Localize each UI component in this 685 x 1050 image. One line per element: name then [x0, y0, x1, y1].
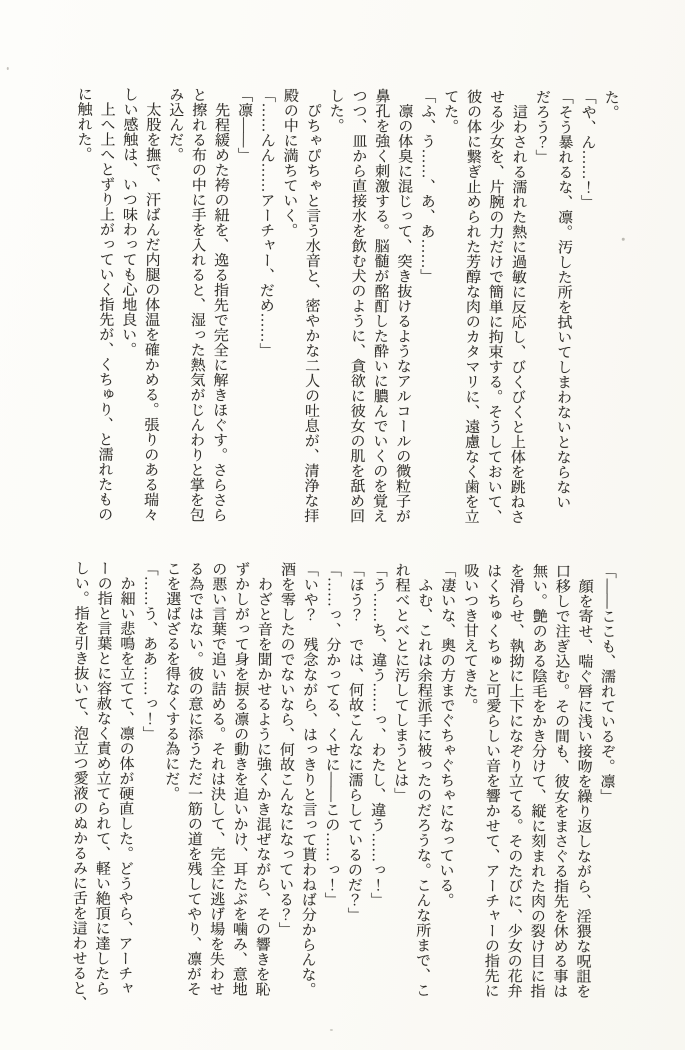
text-column: 「ほう？ では、何故こんなに濡らしているのだ？」 [345, 562, 364, 923]
text-column: 凛の体臭に混じって、突き抜けるようなアルコールの微粒子が [393, 88, 413, 524]
scan-speck [622, 238, 625, 241]
text-column: 這わされる濡れた熱に過敏に反応し、びくびくと上体を跳ねさ [508, 89, 528, 525]
text-column: した。 [327, 87, 344, 133]
text-column: てた。 [442, 88, 459, 134]
text-column: と擦れる布の中に手を入れると、湿った熱気がじんわりと掌を包 [187, 87, 207, 523]
text-column: る為ではない。彼の意に添うただ一筋の道を残してやり、凛がそ [184, 561, 204, 997]
text-column: わざと音を聞かせるように強くかき混ぜながら、その響きを恥 [253, 561, 273, 997]
text-column: 鼻孔を強く刺激する。脳髄が酩酊した酔いに膿んでいくのを覚え [370, 88, 390, 524]
text-column: 顔を寄せ、喘ぐ唇に浅い接吻を繰り返しながら、淫猥な呪詛を [574, 563, 593, 999]
text-column: 太股を撫で、汗ばんだ内腿の体温を確かめる。張りのある瑞々 [141, 86, 161, 522]
text-column: だろう？」 [533, 89, 550, 165]
text-column: 「や、ん……！」 [579, 89, 596, 210]
text-column: を滑らせ、執拗に上下になぞり立てる。そのたびに、少女の花弁 [505, 563, 525, 999]
text-column: 「――ここも、濡れているぞ。凛」 [598, 563, 616, 804]
text-column: 彼の体に繋ぎ止められた芳醇な肉のカタマリに、遠慮なく歯を立 [462, 88, 482, 524]
text-column: 「う……ち、違う……っ、わたし、違う……っ！」 [368, 562, 387, 908]
text-column: つつ、皿から直接水を飲む犬のように、貪欲に彼女の肌を舐め回 [348, 88, 367, 524]
text-column: ぴちゃぴちゃと言う水音と、密やかな二人の吐息が、清浄な拝 [302, 87, 321, 523]
scan-speck [330, 1029, 333, 1031]
text-column: 殿の中に満ちていく。 [281, 87, 298, 238]
text-column: はくちゅくちゅと可愛らしい音を響かせて、アーチャーの指先に [482, 562, 502, 998]
text-column: れ程べとべとに汚してしまうとは」 [392, 562, 410, 803]
text-band-upper [69, 86, 621, 525]
text-column: 「凛――」 [235, 87, 253, 163]
text-column: み込んだ。 [166, 86, 184, 163]
text-column: 「そう暴れるな、凛。汚した所を拭いてしまわないとならない [554, 89, 573, 510]
text-column: 酒を零したのでないなら、何故こんなになっている？」 [276, 561, 296, 937]
text-column: 上へ上へとずり上がっていく指先が、くちゅり、と濡れたもの [96, 86, 115, 522]
text-column: 「……っ、分かってる、くせに――この……っ！」 [322, 561, 341, 907]
text-column: 「……う、ああ……っ！」 [140, 560, 158, 741]
text-column: 「いや？ 残念ながら、はっきりと言って貰わねば分からんな。 [299, 561, 318, 997]
text-column: の悪い言葉で追い詰める。それは決して、完全に逃げ場を失わせ [207, 561, 227, 997]
text-column: 先程緩めた袴の紐を、逸る指先で完全に解きほぐす。さらさら [210, 87, 230, 523]
text-column: た。 [602, 89, 619, 120]
text-column: しい感触は、いつ味わっても心地良い。 [119, 86, 138, 357]
text-column: か細い悲鳴を立てて、凛の体が硬直した。どうやら、アーチャ [116, 560, 135, 996]
text-column: 無い。艶のある陰毛をかき分けて、縦に刻まれた肉の裂け目に指 [528, 563, 548, 999]
scan-speck [7, 67, 9, 70]
text-column: 「凄いな、奥の方までぐちゃぐちゃになっている。 [437, 562, 456, 908]
text-column: 口移しで注ぎ込む。その間も、彼女をまさぐる指先を休める事は [551, 563, 570, 999]
text-column: こを選ばざるを得なくする為にだ。 [163, 560, 181, 802]
text-column: 吸いつき甘えてきた。 [461, 562, 479, 713]
text-column: せる少女を、片腕の力だけで簡単に拘束する。そうしておいて、 [485, 88, 505, 524]
text-column: 「ふ、う……、あ、あ……」 [418, 88, 436, 284]
text-column: ずかしがって身を捩る凛の動きを追いかけ、耳たぶを噛み、意地 [230, 561, 250, 997]
text-column: しい。指を引き抜いて、泡立つ愛液のぬかるみに舌を這わせると、 [70, 560, 89, 1011]
text-column: ふむ、これは余程派手に被ったのだろうな。こんな所まで、こ [413, 562, 433, 998]
text-column: に触れた。 [75, 86, 92, 162]
text-column: 「……んん……アーチャー、だめ……」 [257, 87, 276, 358]
text-column: ーの指と言葉とに容赦なく責め立てられて、軽い絶頂に達したら [93, 560, 112, 996]
text-band-lower [66, 560, 618, 1011]
